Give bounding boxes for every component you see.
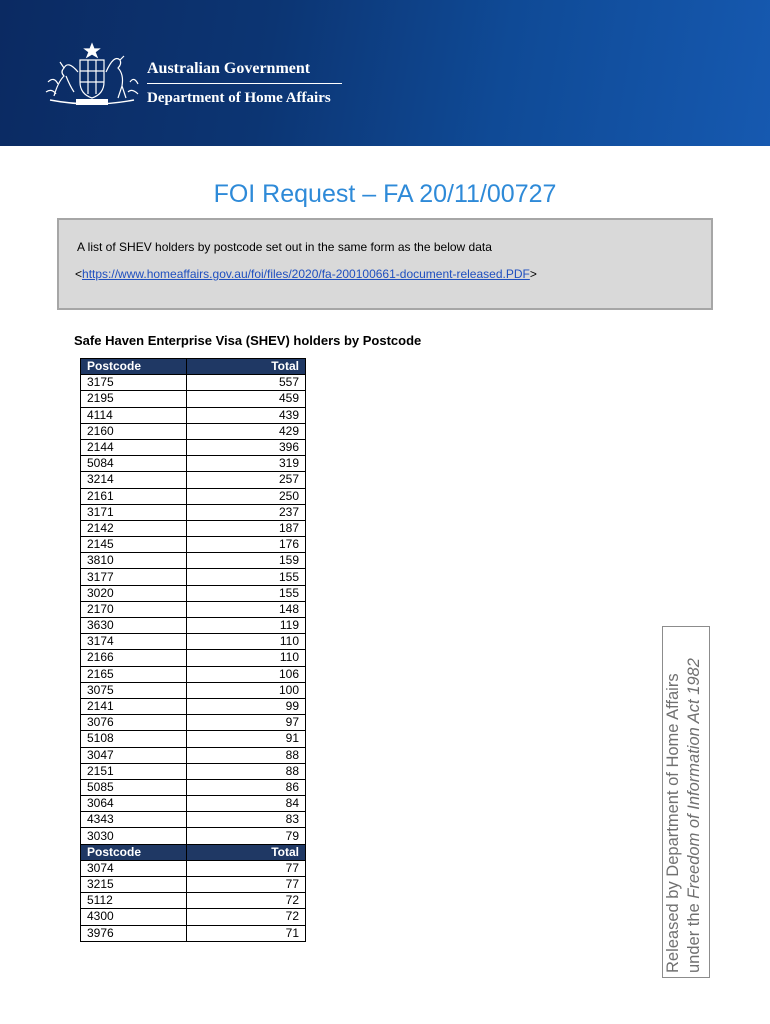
coat-of-arms-icon xyxy=(44,42,140,108)
total-cell: 237 xyxy=(187,504,306,520)
postcode-cell: 3020 xyxy=(81,585,187,601)
postcode-cell: 2145 xyxy=(81,537,187,553)
table-row xyxy=(81,893,306,909)
postcode-cell: 2151 xyxy=(81,763,187,779)
postcode-cell: 4343 xyxy=(81,812,187,828)
total-cell: 72 xyxy=(187,893,306,909)
postcode-cell: 3075 xyxy=(81,682,187,698)
table-row xyxy=(81,860,306,876)
postcode-cell: 3030 xyxy=(81,828,187,844)
table-row xyxy=(81,812,306,828)
release-stamp-text xyxy=(663,623,709,977)
release-line-1: Released by Department of Home Affairs xyxy=(664,673,682,973)
table-row xyxy=(81,682,306,698)
postcode-cell: 4300 xyxy=(81,909,187,925)
postcode-cell: 2165 xyxy=(81,666,187,682)
government-name: Australian Government xyxy=(147,60,311,77)
table-row xyxy=(81,909,306,925)
postcode-cell: 2170 xyxy=(81,601,187,617)
table-row xyxy=(81,391,306,407)
total-cell: 119 xyxy=(187,618,306,634)
total-cell: 319 xyxy=(187,456,306,472)
total-cell: 159 xyxy=(187,553,306,569)
table-row xyxy=(81,504,306,520)
postcode-cell: 2144 xyxy=(81,439,187,455)
table-row xyxy=(81,439,306,455)
table-row xyxy=(81,666,306,682)
released-document-link[interactable]: https://www.homeaffairs.gov.au/foi/files/2020/fa-200100661-document-released.PDF xyxy=(82,267,530,281)
total-cell: 88 xyxy=(187,747,306,763)
postcode-cell: 3175 xyxy=(81,375,187,391)
table-row xyxy=(81,553,306,569)
table-row xyxy=(81,520,306,536)
postcode-cell: 3215 xyxy=(81,877,187,893)
link-close-bracket: > xyxy=(529,267,537,281)
total-cell: 106 xyxy=(187,666,306,682)
table-row xyxy=(81,763,306,779)
link-open-bracket: < xyxy=(75,267,83,281)
total-cell: 110 xyxy=(187,634,306,650)
postcode-cell: 3074 xyxy=(81,860,187,876)
total-cell: 71 xyxy=(187,925,306,941)
total-cell: 257 xyxy=(187,472,306,488)
postcode-cell: 2141 xyxy=(81,698,187,714)
table-row xyxy=(81,407,306,423)
postcode-cell: 5085 xyxy=(81,779,187,795)
department-name: Department of Home Affairs xyxy=(147,90,331,106)
shev-postcode-table xyxy=(80,358,306,942)
total-cell: 77 xyxy=(187,877,306,893)
total-cell: 429 xyxy=(187,423,306,439)
postcode-cell: 3076 xyxy=(81,715,187,731)
table-row xyxy=(81,731,306,747)
total-cell: 77 xyxy=(187,860,306,876)
release-stamp xyxy=(662,626,710,978)
table-row xyxy=(81,925,306,941)
table-header-row xyxy=(81,844,306,860)
table-header-row xyxy=(81,359,306,375)
table-row xyxy=(81,828,306,844)
column-header-postcode: Postcode xyxy=(81,359,187,375)
total-cell: 110 xyxy=(187,650,306,666)
postcode-cell: 2166 xyxy=(81,650,187,666)
total-cell: 396 xyxy=(187,439,306,455)
column-header-postcode: Postcode xyxy=(81,844,187,860)
postcode-cell: 2161 xyxy=(81,488,187,504)
postcode-cell: 3810 xyxy=(81,553,187,569)
table-row xyxy=(81,650,306,666)
total-cell: 83 xyxy=(187,812,306,828)
table-row xyxy=(81,569,306,585)
total-cell: 459 xyxy=(187,391,306,407)
total-cell: 79 xyxy=(187,828,306,844)
column-header-total: Total xyxy=(187,359,306,375)
total-cell: 86 xyxy=(187,779,306,795)
header-divider xyxy=(147,83,342,84)
total-cell: 72 xyxy=(187,909,306,925)
total-cell: 557 xyxy=(187,375,306,391)
table-row xyxy=(81,472,306,488)
request-link-line xyxy=(75,267,537,281)
total-cell: 91 xyxy=(187,731,306,747)
table-row xyxy=(81,715,306,731)
postcode-cell: 3064 xyxy=(81,796,187,812)
table-row xyxy=(81,698,306,714)
table-row xyxy=(81,537,306,553)
postcode-cell: 5084 xyxy=(81,456,187,472)
table-row xyxy=(81,747,306,763)
total-cell: 99 xyxy=(187,698,306,714)
table-row xyxy=(81,423,306,439)
postcode-cell: 3976 xyxy=(81,925,187,941)
postcode-cell: 5108 xyxy=(81,731,187,747)
total-cell: 187 xyxy=(187,520,306,536)
total-cell: 97 xyxy=(187,715,306,731)
release-line-2 xyxy=(684,623,705,973)
table-row xyxy=(81,634,306,650)
total-cell: 155 xyxy=(187,569,306,585)
release-line-2-prefix: under the xyxy=(685,898,703,973)
table-row xyxy=(81,618,306,634)
postcode-cell: 2142 xyxy=(81,520,187,536)
total-cell: 155 xyxy=(187,585,306,601)
total-cell: 100 xyxy=(187,682,306,698)
postcode-cell: 2195 xyxy=(81,391,187,407)
page-title: FOI Request – FA 20/11/00727 xyxy=(213,180,557,208)
request-box xyxy=(57,218,713,310)
table-row xyxy=(81,877,306,893)
postcode-cell: 4114 xyxy=(81,407,187,423)
header-banner xyxy=(0,0,770,146)
table-row xyxy=(81,601,306,617)
table-title: Safe Haven Enterprise Visa (SHEV) holders by Postcode xyxy=(74,333,422,348)
postcode-cell: 3047 xyxy=(81,747,187,763)
table-row xyxy=(81,779,306,795)
postcode-cell: 3214 xyxy=(81,472,187,488)
postcode-cell: 2160 xyxy=(81,423,187,439)
column-header-total: Total xyxy=(187,844,306,860)
table-row xyxy=(81,585,306,601)
total-cell: 88 xyxy=(187,763,306,779)
release-line-2-act: Freedom of Information Act 1982 xyxy=(685,658,703,899)
table-row xyxy=(81,375,306,391)
table-row xyxy=(81,456,306,472)
total-cell: 250 xyxy=(187,488,306,504)
table-row xyxy=(81,796,306,812)
total-cell: 439 xyxy=(187,407,306,423)
total-cell: 148 xyxy=(187,601,306,617)
postcode-cell: 3174 xyxy=(81,634,187,650)
postcode-cell: 3171 xyxy=(81,504,187,520)
postcode-cell: 5112 xyxy=(81,893,187,909)
postcode-cell: 3177 xyxy=(81,569,187,585)
total-cell: 176 xyxy=(187,537,306,553)
table-row xyxy=(81,488,306,504)
request-text: A list of SHEV holders by postcode set out in the same form as the below data xyxy=(77,240,492,254)
total-cell: 84 xyxy=(187,796,306,812)
postcode-cell: 3630 xyxy=(81,618,187,634)
